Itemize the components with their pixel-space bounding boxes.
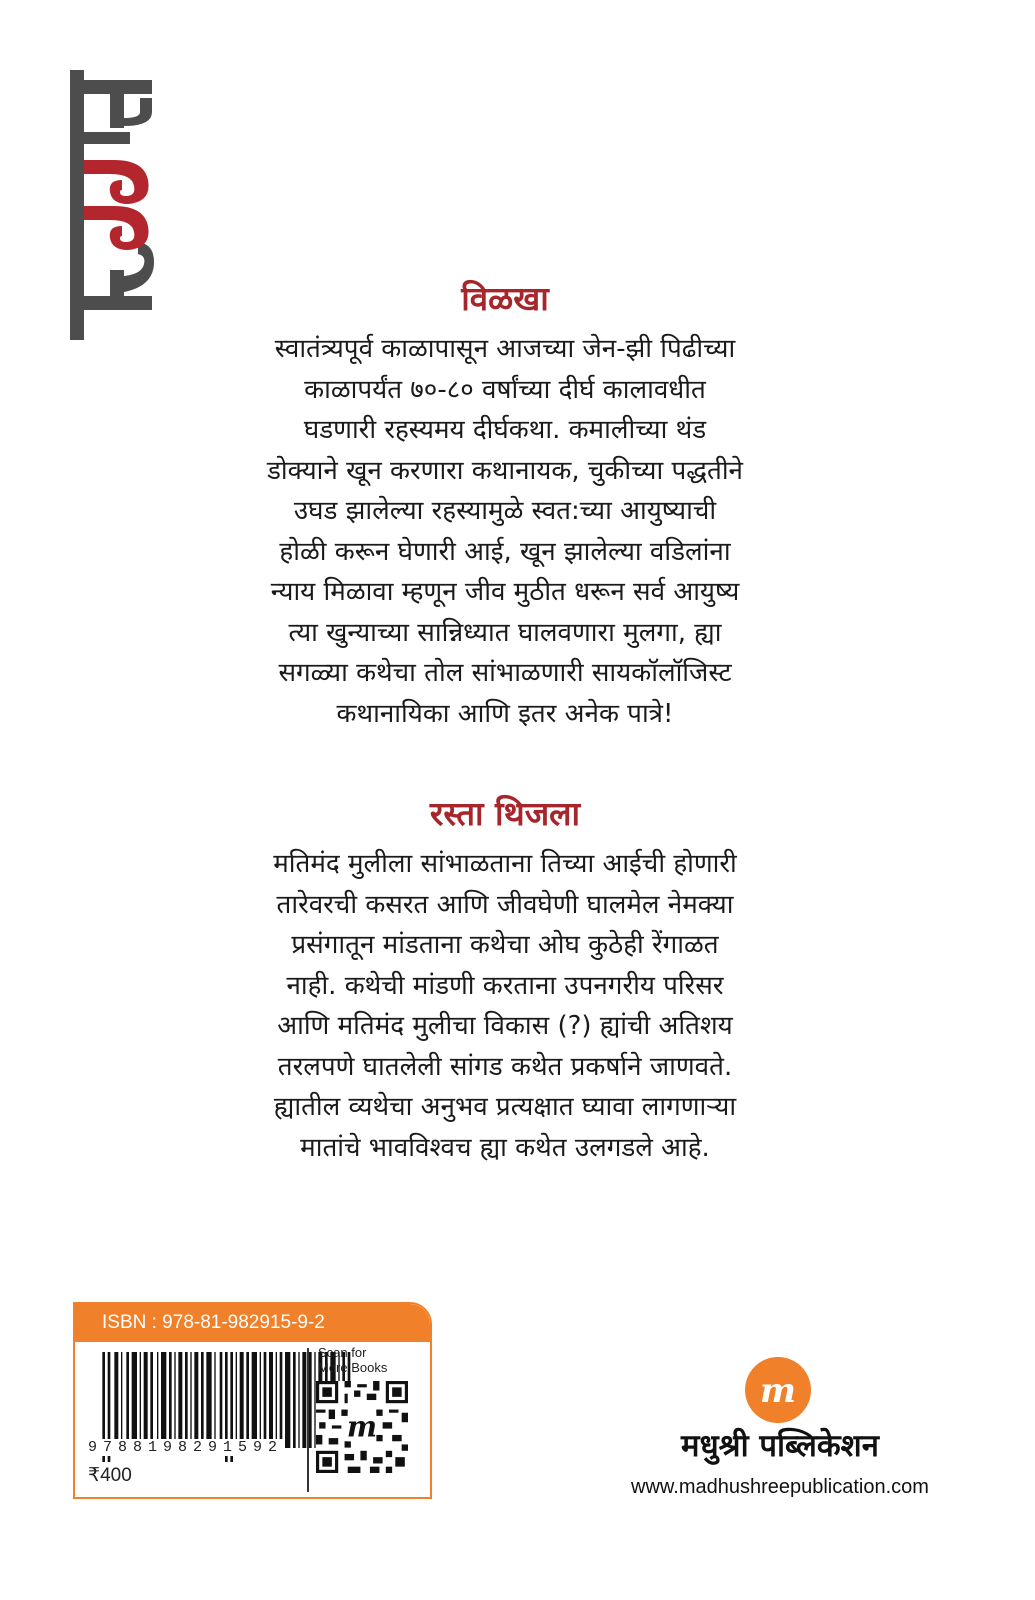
divider — [307, 1348, 309, 1492]
spine-title-graphic — [70, 70, 160, 340]
blurb-line: घडणारी रहस्यमय दीर्घकथा. कमालीच्या थंड — [303, 415, 707, 445]
qr-caption — [318, 1345, 387, 1375]
isbn-label: ISBN : 978-81-982915-9-2 — [75, 1304, 430, 1342]
story-vilakha — [210, 275, 800, 734]
blurb-line: उघड झालेल्या रहस्यामुळे स्वत:च्या आयुष्याची — [293, 496, 717, 526]
story-blurb — [210, 844, 800, 1168]
blurb-line: काळापर्यंत ७०-८० वर्षांच्या दीर्घ कालावधीत — [304, 374, 706, 405]
spine-title-logo — [70, 70, 160, 340]
publisher-website-link[interactable]: www.madhushreepublication.com — [631, 1476, 929, 1498]
logo-letter: m — [760, 1371, 796, 1411]
story-blurb — [210, 329, 800, 734]
blurb-line: होळी करून घेणारी आई, खून झालेल्या वडिलांना — [279, 536, 731, 567]
blurb-line: मतिमंद मुलीला सांभाळताना तिच्या आईची होणारी — [273, 849, 737, 879]
blurb-line: प्रसंगातून मांडताना कथेचा ओघ कुठेही रेंगाळत — [291, 930, 719, 960]
blurb-line: मातांचे भावविश्वच ह्या कथेत उलगडले आहे. — [300, 1132, 710, 1163]
blurb-line: ह्यातील व्यथेचा अनुभव प्रत्यक्षात घ्यावा लागणाऱ्या — [273, 1092, 737, 1122]
blurb-line: डोक्याने खून करणारा कथानायक, चुकीच्या पद्धतीने — [267, 455, 743, 486]
blurb-line: स्वातंत्र्यपूर्व काळापासून आजच्या जेन-झी पिढीच्या — [274, 334, 736, 364]
blurb-line: कथानायिका आणि इतर अनेक पात्रे! — [336, 698, 674, 729]
publisher-logo-icon — [745, 1357, 811, 1423]
isbn-barcode-block — [73, 1302, 432, 1499]
blurb-line: सगळ्या कथेचा तोल सांभाळणारी सायकॉलॉजिस्ट — [278, 658, 732, 688]
price-label: ₹400 — [88, 1465, 132, 1486]
story-title: रस्ता थिजला — [429, 794, 581, 833]
spine-title-text — [70, 70, 73, 71]
blurb-line: नाही. कथेची मांडणी करताना उपनगरीय परिसर — [286, 970, 724, 1001]
blurb-line: तरलपणे घातलेली सांगड कथेत प्रकर्षाने जाणवते. — [277, 1051, 733, 1082]
qr-caption-line: Scan for — [318, 1345, 367, 1360]
qr-logo-letter: m — [346, 1409, 378, 1444]
blurb-line: न्याय मिळावा म्हणून जीव मुठीत धरून सर्व आयुष्य — [270, 577, 740, 607]
blurb-line: आणि मतिमंद मुलीचा विकास (?) ह्यांची अतिशय — [277, 1011, 733, 1041]
blurb-line: तारेवरची कसरत आणि जीवघेणी घालमेल नेमक्या — [276, 889, 734, 920]
story-title: विळखा — [461, 279, 549, 318]
publisher-name: मधुश्री पब्लिकेशन — [681, 1428, 879, 1464]
story-rasta-thijala — [210, 790, 800, 1168]
barcode-digits: 9788198291592 — [88, 1439, 284, 1456]
qr-caption-line: More Books — [318, 1360, 388, 1375]
qr-code-icon[interactable] — [316, 1381, 408, 1473]
blurb-line: त्या खुन्याच्या सान्निध्यात घालवणारा मुलगा, ह्या — [288, 617, 722, 648]
